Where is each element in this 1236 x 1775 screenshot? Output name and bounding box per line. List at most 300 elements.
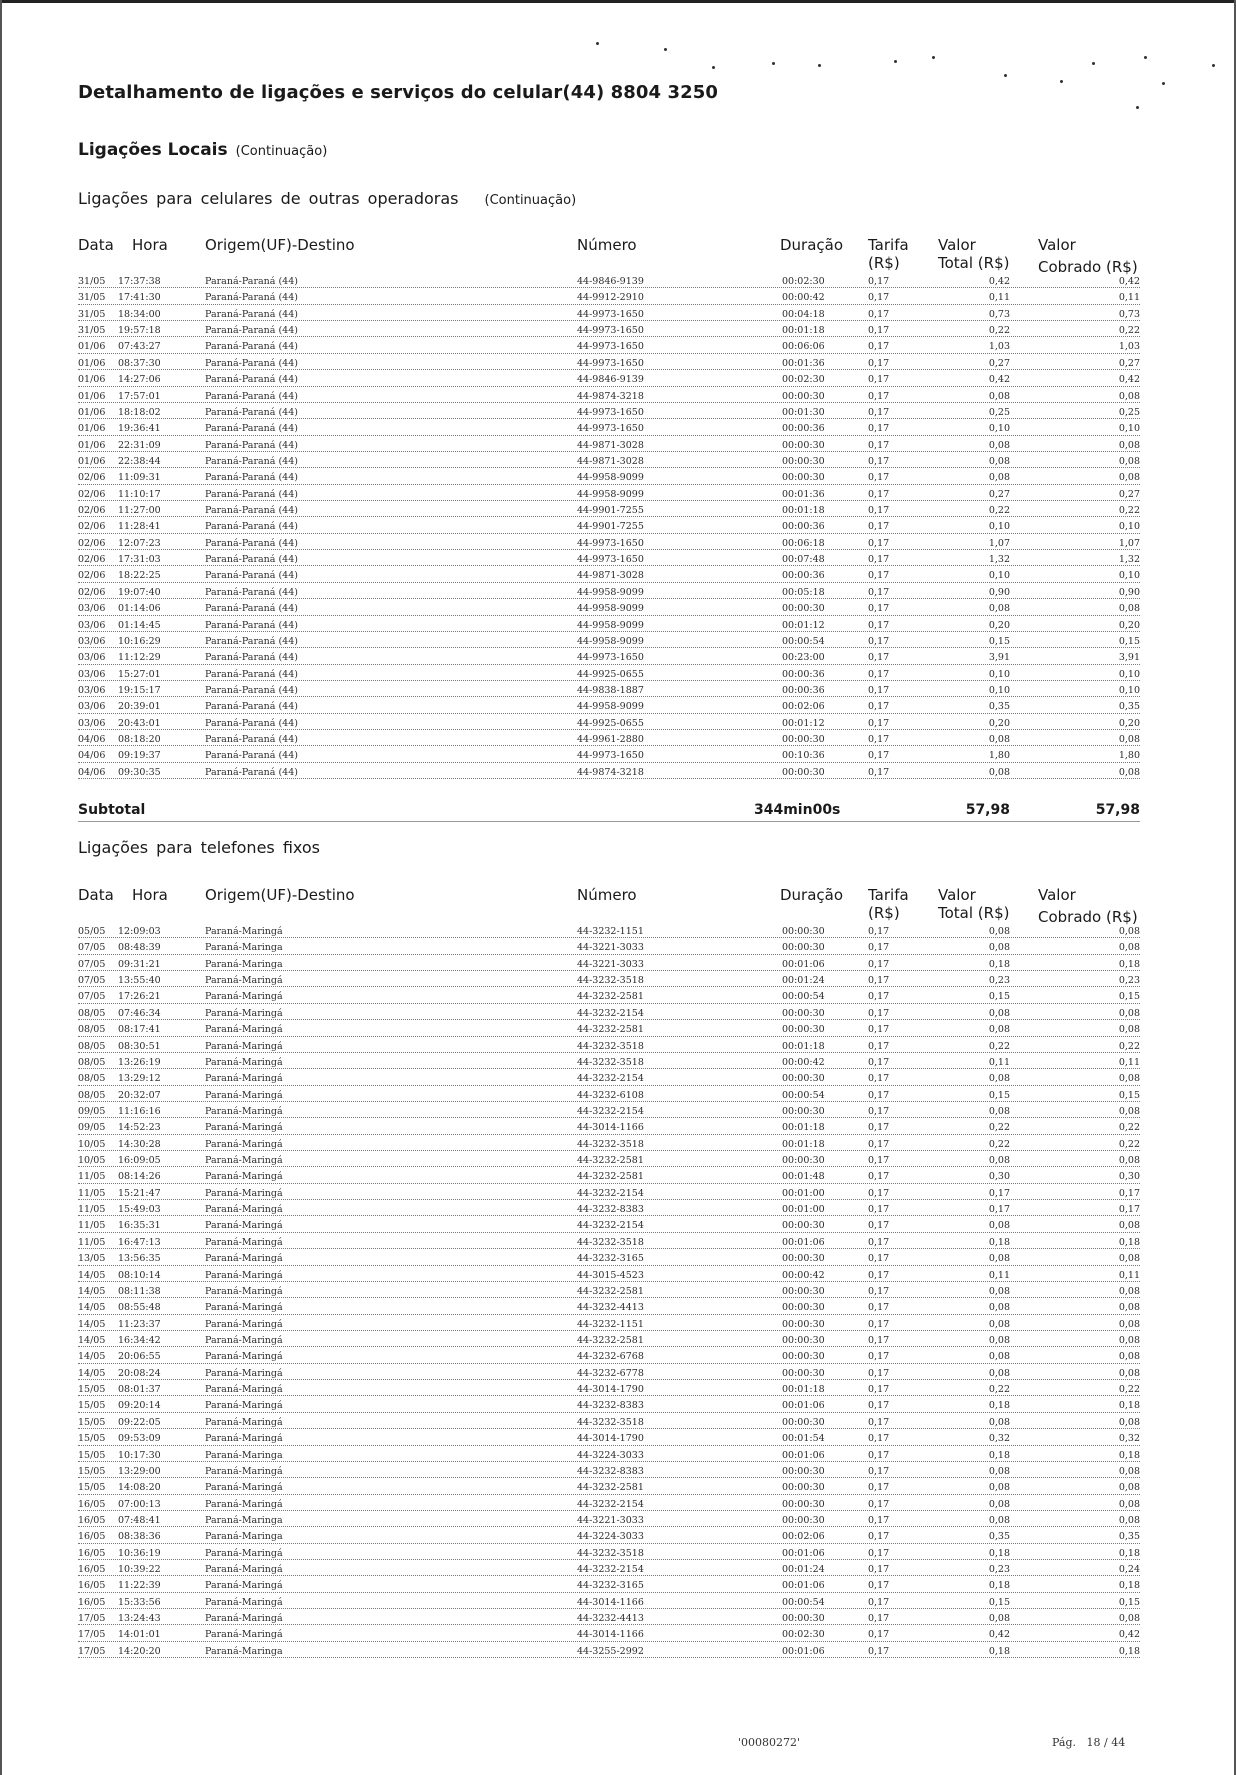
cell-valor-cobrado: 0,08 [1118,472,1140,484]
cell-valor-cobrado: 0,25 [1118,406,1140,418]
cell-origem-destino: Paraná-Maringá [205,1498,283,1510]
cell-hora: 08:37:30 [118,357,161,369]
cell-valor-total: 0,08 [988,766,1010,778]
cell-valor-cobrado: 0,08 [1118,1613,1140,1625]
cell-numero: 44-9925-0655 [577,668,644,680]
cell-numero: 44-3014-1790 [577,1384,644,1396]
cell-origem-destino: Paraná-Maringá [205,1367,283,1379]
cell-data: 04/06 [78,734,106,746]
header-tarifa-unit: (R$) [868,254,900,272]
cell-tarifa: 0,17 [868,717,890,729]
cell-data: 15/05 [78,1416,106,1428]
scan-speck [818,64,821,67]
cell-hora: 17:26:21 [118,991,161,1003]
cell-origem-destino: Paraná-Maringá [205,1024,283,1036]
cell-origem-destino: Paraná-Paraná (44) [205,406,298,418]
table-row [0,1202,1236,1218]
cell-hora: 18:18:02 [118,406,161,418]
cell-tarifa: 0,17 [868,1073,890,1085]
cell-duracao: 00:00:42 [782,1269,825,1281]
cell-origem-destino: Paraná-Paraná (44) [205,308,298,320]
cell-numero: 44-3232-2154 [577,1220,644,1232]
cell-data: 08/05 [78,1040,106,1052]
header-valor-cobrado: Valor [1038,886,1076,904]
cell-valor-total: 0,22 [988,1384,1010,1396]
cell-numero: 44-3232-2154 [577,1498,644,1510]
cell-duracao: 00:00:54 [782,1089,825,1101]
cell-tarifa: 0,17 [868,1449,890,1461]
cell-hora: 09:53:09 [118,1433,161,1445]
cell-tarifa: 0,17 [868,1514,890,1526]
cell-valor-total: 0,08 [988,1465,1010,1477]
cell-hora: 14:27:06 [118,374,161,386]
cell-valor-total: 0,30 [988,1171,1010,1183]
cell-data: 15/05 [78,1465,106,1477]
cell-valor-cobrado: 0,22 [1118,1122,1140,1134]
cell-valor-cobrado: 0,11 [1118,1269,1140,1281]
cell-hora: 22:31:09 [118,439,161,451]
cell-origem-destino: Paraná-Maringa [205,1514,283,1526]
header-valor-cobrado: Valor [1038,236,1076,254]
scan-speck [772,62,775,65]
table-row [0,1366,1236,1382]
cell-numero: 44-3232-6108 [577,1089,644,1101]
cell-hora: 11:23:37 [118,1318,161,1330]
cell-hora: 12:07:23 [118,537,161,549]
cell-valor-cobrado: 0,10 [1118,668,1140,680]
cell-duracao: 00:05:18 [782,586,825,598]
cell-duracao: 00:02:30 [782,276,825,287]
cell-valor-total: 0,18 [988,1645,1010,1657]
table-row [0,1415,1236,1431]
cell-hora: 20:43:01 [118,717,161,729]
cell-duracao: 00:06:18 [782,537,825,549]
cell-valor-total: 0,11 [988,1056,1010,1068]
cell-valor-cobrado: 0,08 [1118,390,1140,402]
cell-numero: 44-3015-4523 [577,1269,644,1281]
cell-tarifa: 0,17 [868,766,890,778]
cell-valor-total: 0,08 [988,390,1010,402]
cell-data: 03/06 [78,684,106,696]
header-duracao: Duração [780,236,844,254]
cell-tarifa: 0,17 [868,325,890,337]
cell-origem-destino: Paraná-Maringá [205,1187,283,1199]
cell-numero: 44-3014-1166 [577,1629,644,1641]
cell-numero: 44-3232-2154 [577,1007,644,1019]
cell-tarifa: 0,17 [868,1367,890,1379]
cell-data: 09/05 [78,1122,106,1134]
cell-origem-destino: Paraná-Paraná (44) [205,684,298,696]
cell-origem-destino: Paraná-Maringá [205,1547,283,1559]
cell-valor-cobrado: 0,08 [1118,1007,1140,1019]
cell-valor-total: 0,17 [988,1204,1010,1216]
cell-data: 08/05 [78,1089,106,1101]
cell-numero: 44-3232-6778 [577,1367,644,1379]
cell-data: 15/05 [78,1433,106,1445]
cell-valor-total: 0,08 [988,1285,1010,1297]
table-row [0,1317,1236,1333]
cell-valor-total: 0,08 [988,1220,1010,1232]
scan-speck [932,56,935,59]
cell-hora: 19:36:41 [118,423,161,435]
cell-origem-destino: Paraná-Paraná (44) [205,750,298,762]
cell-valor-cobrado: 0,20 [1118,717,1140,729]
scan-speck [596,42,599,45]
cell-hora: 17:37:38 [118,276,161,287]
cell-origem-destino: Paraná-Paraná (44) [205,766,298,778]
cell-origem-destino: Paraná-Paraná (44) [205,537,298,549]
cell-duracao: 00:00:30 [782,1351,825,1363]
cell-valor-total: 0,27 [988,357,1010,369]
cell-data: 15/05 [78,1449,106,1461]
cell-origem-destino: Paraná-Maringá [205,1564,283,1576]
cell-duracao: 00:01:06 [782,1449,825,1461]
cell-valor-total: 0,22 [988,1040,1010,1052]
cell-numero: 44-3232-3518 [577,975,644,987]
cell-hora: 15:27:01 [118,668,161,680]
cell-hora: 08:18:20 [118,734,161,746]
cell-hora: 07:46:34 [118,1007,161,1019]
table-row [0,323,1236,339]
cell-data: 14/05 [78,1351,106,1363]
cell-duracao: 00:06:06 [782,341,825,353]
cell-valor-cobrado: 0,23 [1118,975,1140,987]
cell-valor-cobrado: 0,08 [1118,1498,1140,1510]
cell-hora: 08:01:37 [118,1384,161,1396]
cell-hora: 14:30:28 [118,1138,161,1150]
cell-data: 31/05 [78,325,106,337]
document-code: '00080272' [738,1736,801,1749]
cell-numero: 44-9973-1650 [577,308,644,320]
cell-valor-cobrado: 0,08 [1118,1318,1140,1330]
cell-valor-cobrado: 0,08 [1118,1024,1140,1036]
cell-valor-total: 0,22 [988,505,1010,517]
table-row [0,290,1236,306]
cell-tarifa: 0,17 [868,668,890,680]
cell-hora: 07:43:27 [118,341,161,353]
cell-data: 03/06 [78,717,106,729]
cell-hora: 09:22:05 [118,1416,161,1428]
cell-duracao: 00:01:06 [782,1547,825,1559]
cell-valor-cobrado: 0,22 [1118,1384,1140,1396]
cell-tarifa: 0,17 [868,1400,890,1412]
cell-numero: 44-3232-3518 [577,1138,644,1150]
cell-numero: 44-9871-3028 [577,455,644,467]
cell-tarifa: 0,17 [868,308,890,320]
cell-tarifa: 0,17 [868,1629,890,1641]
cell-hora: 09:31:21 [118,958,161,970]
cell-origem-destino: Paraná-Maringá [205,1482,283,1494]
cell-data: 02/06 [78,554,106,566]
header-tarifa: Tarifa [868,886,909,904]
cell-valor-cobrado: 0,22 [1118,325,1140,337]
cell-hora: 15:33:56 [118,1596,161,1608]
cell-hora: 22:38:44 [118,455,161,467]
cell-origem-destino: Paraná-Paraná (44) [205,472,298,484]
cell-hora: 12:09:03 [118,926,161,937]
table-row [0,650,1236,666]
cell-tarifa: 0,17 [868,1269,890,1281]
cell-valor-cobrado: 0,18 [1118,1547,1140,1559]
cell-tarifa: 0,17 [868,1285,890,1297]
cell-data: 07/05 [78,975,106,987]
cell-tarifa: 0,17 [868,1040,890,1052]
cell-duracao: 00:00:30 [782,766,825,778]
header-valor-total-unit: Total (R$) [938,904,1010,922]
cell-tarifa: 0,17 [868,1351,890,1363]
cell-valor-cobrado: 0,08 [1118,1155,1140,1167]
cell-tarifa: 0,17 [868,1236,890,1248]
cell-duracao: 00:01:18 [782,505,825,517]
table-row [0,1104,1236,1120]
cell-origem-destino: Paraná-Maringá [205,1302,283,1314]
cell-tarifa: 0,17 [868,1596,890,1608]
table-row [0,1153,1236,1169]
cell-valor-total: 0,08 [988,455,1010,467]
cell-origem-destino: Paraná-Maringá [205,1073,283,1085]
cell-duracao: 00:01:06 [782,958,825,970]
cell-duracao: 00:00:54 [782,991,825,1003]
table-row [0,339,1236,355]
cell-numero: 44-3232-2581 [577,1285,644,1297]
cell-data: 31/05 [78,276,106,287]
cell-tarifa: 0,17 [868,276,890,287]
cell-duracao: 00:00:36 [782,521,825,533]
cell-tarifa: 0,17 [868,505,890,517]
cell-data: 07/05 [78,958,106,970]
cell-data: 02/06 [78,537,106,549]
cell-tarifa: 0,17 [868,1580,890,1592]
block2-title-text: Ligações para telefones fixos [78,838,321,857]
cell-numero: 44-9973-1650 [577,537,644,549]
cell-duracao: 00:00:30 [782,1220,825,1232]
cell-hora: 07:00:13 [118,1498,161,1510]
cell-valor-total: 0,42 [988,276,1010,287]
cell-tarifa: 0,17 [868,570,890,582]
cell-duracao: 00:00:30 [782,1105,825,1117]
cell-duracao: 00:02:30 [782,374,825,386]
cell-valor-total: 0,20 [988,717,1010,729]
cell-hora: 19:57:18 [118,325,161,337]
cell-tarifa: 0,17 [868,554,890,566]
cell-hora: 01:14:45 [118,619,161,631]
cell-valor-total: 0,22 [988,1138,1010,1150]
cell-data: 08/05 [78,1024,106,1036]
header-data: Data [78,886,114,904]
cell-valor-cobrado: 0,17 [1118,1204,1140,1216]
cell-tarifa: 0,17 [868,1531,890,1543]
cell-origem-destino: Paraná-Maringa [205,942,283,954]
cell-tarifa: 0,17 [868,586,890,598]
cell-data: 14/05 [78,1367,106,1379]
cell-data: 16/05 [78,1547,106,1559]
cell-valor-total: 0,08 [988,1024,1010,1036]
cell-origem-destino: Paraná-Maringá [205,1400,283,1412]
cell-hora: 13:26:19 [118,1056,161,1068]
cell-valor-cobrado: 0,15 [1118,1596,1140,1608]
cell-valor-total: 0,08 [988,1253,1010,1265]
cell-duracao: 00:00:30 [782,1318,825,1330]
cell-tarifa: 0,17 [868,635,890,647]
cell-origem-destino: Paraná-Maringa [205,958,283,970]
cell-valor-total: 0,08 [988,603,1010,615]
cell-numero: 44-3014-1166 [577,1122,644,1134]
cell-data: 02/06 [78,505,106,517]
cell-data: 14/05 [78,1334,106,1346]
cell-numero: 44-9958-9099 [577,488,644,500]
cell-valor-cobrado: 0,18 [1118,1236,1140,1248]
cell-hora: 07:48:41 [118,1514,161,1526]
cell-numero: 44-3232-8383 [577,1465,644,1477]
cell-origem-destino: Paraná-Maringá [205,1122,283,1134]
cell-valor-cobrado: 1,32 [1118,554,1140,566]
cell-valor-total: 0,10 [988,521,1010,533]
cell-valor-total: 0,08 [988,1482,1010,1494]
table-row [0,1235,1236,1251]
cell-valor-cobrado: 0,08 [1118,1073,1140,1085]
cell-duracao: 00:10:36 [782,750,825,762]
header-origem: Origem(UF)-Destino [205,236,355,254]
cell-numero: 44-3232-2581 [577,1482,644,1494]
table-row [0,601,1236,617]
table-row [0,274,1236,290]
cell-numero: 44-9973-1650 [577,750,644,762]
cell-valor-cobrado: 0,08 [1118,1416,1140,1428]
cell-tarifa: 0,17 [868,1155,890,1167]
cell-origem-destino: Paraná-Maringá [205,1465,283,1477]
cell-duracao: 00:04:18 [782,308,825,320]
cell-data: 14/05 [78,1302,106,1314]
table-row [0,568,1236,584]
cell-tarifa: 0,17 [868,390,890,402]
cell-numero: 44-9958-9099 [577,586,644,598]
header-numero: Número [577,886,637,904]
cell-data: 15/05 [78,1400,106,1412]
cell-valor-cobrado: 0,08 [1118,942,1140,954]
cell-duracao: 00:00:30 [782,455,825,467]
cell-tarifa: 0,17 [868,521,890,533]
cell-duracao: 00:00:30 [782,1367,825,1379]
cell-valor-total: 0,08 [988,1073,1010,1085]
cell-duracao: 00:00:30 [782,926,825,937]
cell-numero: 44-3232-4413 [577,1613,644,1625]
cell-origem-destino: Paraná-Paraná (44) [205,390,298,402]
cell-data: 31/05 [78,308,106,320]
scan-speck [1162,82,1165,85]
cell-hora: 18:22:25 [118,570,161,582]
cell-hora: 08:38:36 [118,1531,161,1543]
cell-tarifa: 0,17 [868,1482,890,1494]
table-row [0,1333,1236,1349]
cell-valor-total: 0,11 [988,1269,1010,1281]
cell-valor-cobrado: 0,18 [1118,1645,1140,1657]
cell-origem-destino: Paraná-Paraná (44) [205,505,298,517]
cell-origem-destino: Paraná-Maringá [205,1105,283,1117]
cell-valor-cobrado: 0,73 [1118,308,1140,320]
cell-valor-cobrado: 0,08 [1118,1105,1140,1117]
cell-hora: 14:08:20 [118,1482,161,1494]
cell-duracao: 00:01:54 [782,1433,825,1445]
cell-valor-cobrado: 0,15 [1118,991,1140,1003]
scan-speck [1004,74,1007,77]
cell-numero: 44-3014-1790 [577,1433,644,1445]
cell-numero: 44-3255-2992 [577,1645,644,1657]
cell-valor-total: 0,08 [988,1416,1010,1428]
cell-valor-total: 0,42 [988,1629,1010,1641]
subtotal-duracao: 344min00s [754,802,841,818]
cell-valor-cobrado: 0,11 [1118,1056,1140,1068]
cell-hora: 14:01:01 [118,1629,161,1641]
table-row [0,1578,1236,1594]
cell-numero: 44-3232-6768 [577,1351,644,1363]
cell-data: 05/05 [78,926,106,937]
cell-numero: 44-9973-1650 [577,357,644,369]
cell-valor-cobrado: 0,18 [1118,1400,1140,1412]
cell-duracao: 00:01:12 [782,717,825,729]
cell-origem-destino: Paraná-Maringá [205,1171,283,1183]
cell-data: 17/05 [78,1613,106,1625]
cell-origem-destino: Paraná-Paraná (44) [205,668,298,680]
table-row [0,421,1236,437]
cell-origem-destino: Paraná-Maringá [205,1629,283,1641]
cell-valor-total: 0,10 [988,684,1010,696]
cell-hora: 11:22:39 [118,1580,161,1592]
cell-duracao: 00:00:30 [782,1073,825,1085]
table-row [0,1251,1236,1267]
cell-numero: 44-3221-3033 [577,942,644,954]
table-row [0,1398,1236,1414]
cell-data: 11/05 [78,1204,106,1216]
cell-origem-destino: Paraná-Paraná (44) [205,635,298,647]
cell-valor-cobrado: 1,07 [1118,537,1140,549]
cell-tarifa: 0,17 [868,619,890,631]
cell-duracao: 00:00:30 [782,603,825,615]
table-body-2 [0,924,1236,1660]
cell-duracao: 00:02:06 [782,701,825,713]
cell-origem-destino: Paraná-Paraná (44) [205,357,298,369]
cell-numero: 44-9846-9139 [577,374,644,386]
cell-hora: 10:16:29 [118,635,161,647]
cell-data: 15/05 [78,1482,106,1494]
cell-valor-cobrado: 0,15 [1118,635,1140,647]
cell-origem-destino: Paraná-Maringá [205,1580,283,1592]
cell-numero: 44-9925-0655 [577,717,644,729]
table-row [0,1529,1236,1545]
cell-valor-cobrado: 0,90 [1118,586,1140,598]
cell-data: 07/05 [78,991,106,1003]
cell-valor-total: 0,90 [988,586,1010,598]
cell-duracao: 00:01:18 [782,1122,825,1134]
cell-valor-total: 1,80 [988,750,1010,762]
cell-numero: 44-3232-8383 [577,1400,644,1412]
cell-duracao: 00:01:24 [782,1564,825,1576]
cell-duracao: 00:00:54 [782,635,825,647]
cell-tarifa: 0,17 [868,1138,890,1150]
cell-duracao: 00:00:54 [782,1596,825,1608]
table-row [0,1431,1236,1447]
cell-tarifa: 0,17 [868,701,890,713]
cell-origem-destino: Paraná-Maringá [205,1351,283,1363]
cell-data: 01/06 [78,455,106,467]
cell-valor-total: 0,08 [988,472,1010,484]
cell-data: 01/06 [78,374,106,386]
table-row [0,1284,1236,1300]
cell-numero: 44-9973-1650 [577,341,644,353]
cell-numero: 44-3221-3033 [577,958,644,970]
cell-numero: 44-9874-3218 [577,390,644,402]
cell-numero: 44-9874-3218 [577,766,644,778]
cell-tarifa: 0,17 [868,1416,890,1428]
